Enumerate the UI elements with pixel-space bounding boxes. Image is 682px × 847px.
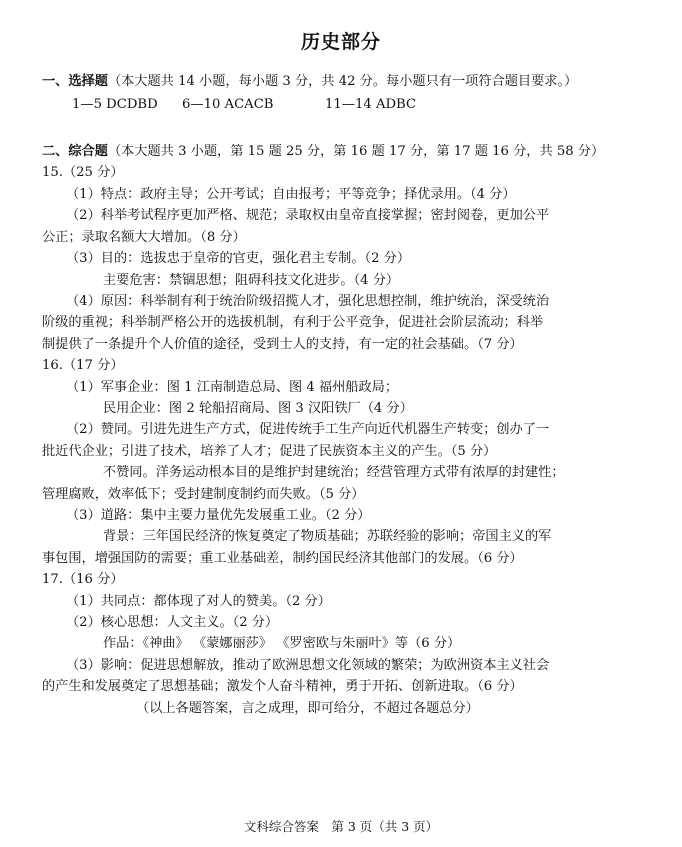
q15-part4: （4）原因：科举制有利于统治阶级招揽人才，强化思想控制，维护统治，深受统治: [66, 294, 550, 309]
q16-header: 16.（17 分）: [42, 358, 124, 373]
q15-part4-cont2: 制提供了一条提升个人价值的途径，受到士人的支持，有一定的社会基础。（7 分）: [42, 337, 523, 352]
q15-part3-harm: 主要危害：禁锢思想；阻碍科技文化进步。（4 分）: [103, 273, 400, 288]
q16-part3-background: 背景：三年国民经济的恢复奠定了物质基础；苏联经验的影响；帝国主义的军: [103, 529, 552, 544]
q17-part3-cont: 的产生和发展奠定了思想基础；激发个人奋斗精神，勇于开拓、创新进取。（6 分）: [42, 679, 523, 694]
q16-part3-background-cont: 事包围，增强国防的需要；重工业基础差，制约国民经济其他部门的发展。（6 分）: [42, 551, 523, 566]
q16-part2-cont: 批近代企业；引进了技术，培养了人才；促进了民族资本主义的产生。（5 分）: [42, 444, 497, 459]
section2-line: [42, 143, 604, 161]
q17-part3: （3）影响：促进思想解放，推动了欧洲思想文化领域的繁荣；为欧洲资本主义社会: [66, 658, 550, 673]
page-footer: 文科综合答案 第 3 页（共 3 页）: [243, 819, 439, 834]
q17-part2: （2）核心思想：人文主义。（2 分）: [66, 615, 279, 630]
q16-part1-civil: 民用企业：图 2 轮船招商局、图 3 汉阳铁厂（4 分）: [103, 401, 413, 416]
q15-part2: （2）科举考试程序更加严格、规范；录取权由皇帝直接掌握；密封阅卷，更加公平: [66, 208, 550, 223]
q16-part2-disagree: 不赞同。洋务运动根本目的是维护封建统治；经营管理方式带有浓厚的封建性；: [103, 465, 565, 480]
q15-part4-cont1: 阶级的重视；科举制严格公开的选拔机制，有利于公平竞争，促进社会阶层流动；科举: [42, 315, 544, 330]
section1-desc: （本大题共 14 小题，每小题 3 分，共 42 分。每小题只有一项符合题目要求。）: [107, 74, 578, 89]
q15-part2-cont: 公正；录取名额大大增加。（8 分）: [42, 230, 246, 245]
q15-part1: （1）特点：政府主导；公开考试；自由报考；平等竞争；择优录用。（4 分）: [66, 187, 516, 202]
answer-group-3: 11—14 ADBC: [325, 97, 417, 112]
section2-desc: （本大题共 3 小题，第 15 题 25 分，第 16 题 17 分，第 17 题 16 分，共 58 分）: [107, 144, 605, 159]
grading-note: （以上各题答案，言之成理，即可给分，不超过各题总分）: [136, 701, 479, 716]
q16-part3: （3）道路：集中主要力量优先发展重工业。（2 分）: [66, 508, 371, 523]
answer-group-2: 6—10 ACACB: [182, 97, 274, 112]
q17-header: 17.（16 分）: [42, 572, 124, 587]
section1-heading: 一、选择题: [42, 74, 108, 89]
choice-answers: [72, 96, 416, 114]
q15-header: 15.（25 分）: [42, 165, 124, 180]
page-title: 历史部分: [300, 31, 381, 53]
answer-group-1: 1—5 DCDBD: [72, 97, 158, 112]
section1-line: [42, 73, 577, 91]
q17-part2-works: 作品：《神曲》 《蒙娜丽莎》 《罗密欧与朱丽叶》等（6 分）: [103, 636, 461, 651]
section2-heading: 二、综合题: [42, 144, 108, 159]
q16-part2-disagree-cont: 管理腐败，效率低下；受封建制度制约而失败。（5 分）: [42, 487, 365, 502]
q15-part3: （3）目的：选拔忠于皇帝的官吏，强化君主专制。（2 分）: [66, 251, 411, 266]
q16-part2: （2）赞同。引进先进生产方式，促进传统手工生产向近代机器生产转变；创办了一: [66, 422, 550, 437]
q16-part1: （1）军事企业：图 1 江南制造总局、图 4 福州船政局；: [66, 380, 399, 395]
q17-part1: （1）共同点：都体现了对人的赞美。（2 分）: [66, 594, 331, 609]
